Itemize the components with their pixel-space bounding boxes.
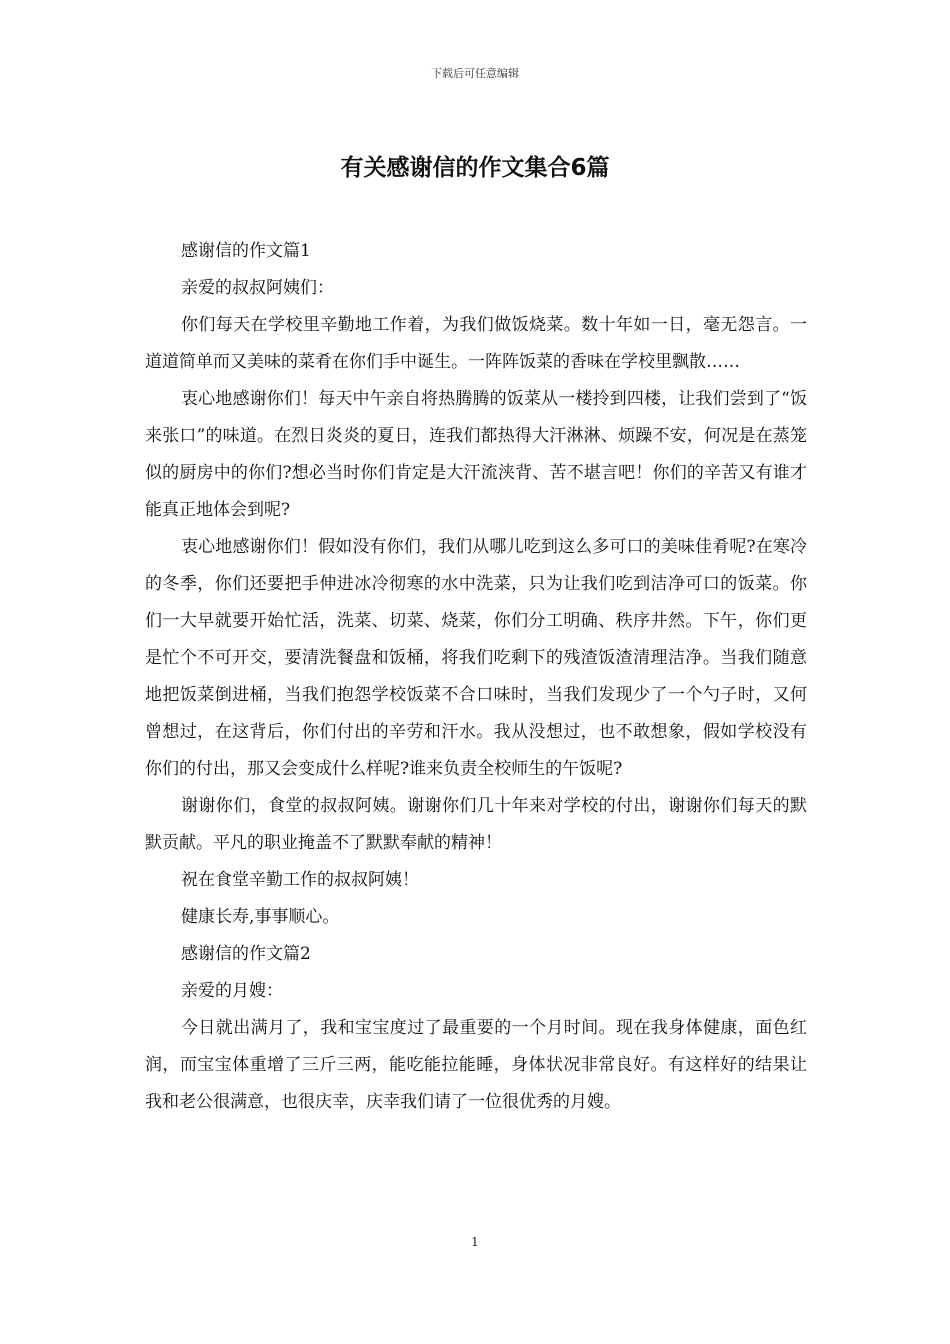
closing-wish: 祝在食堂辛勤工作的叔叔阿姨！ (181, 870, 419, 890)
body-paragraph: 衷心地感谢你们！每天中午亲自将热腾腾的饭菜从一楼拎到四楼，让我们尝到了“饭来张口”的味道。在烈日炎炎的夏日，连我们都热得大汗淋淋、烦躁不安，何况是在蒸笼似的厨房中的你们?想必当时你们肯定是大汗流浃背、苦不堪言吧！你们的辛苦又有谁才能真正地体会到呢? (145, 389, 807, 520)
page-number: 1 (471, 1235, 479, 1249)
closing-wish: 健康长寿,事事顺心。 (181, 907, 340, 927)
document-title: 有关感谢信的作文集合6篇 (340, 155, 610, 181)
salutation: 亲爱的月嫂： (181, 981, 283, 1001)
salutation: 亲爱的叔叔阿姨们： (181, 278, 334, 298)
section-heading: 感谢信的作文篇2 (181, 944, 311, 964)
body-paragraph: 你们每天在学校里辛勤地工作着，为我们做饭烧菜。数十年如一日，毫无怨言。一道道简单而又美味的菜肴在你们手中诞生。一阵阵饭菜的香味在学校里飘散…… (145, 315, 807, 372)
body-paragraph: 衷心地感谢你们！假如没有你们，我们从哪儿吃到这么多可口的美味佳肴呢?在寒冷的冬季，你们还要把手伸进冰冷彻寒的水中洗菜，只为让我们吃到洁净可口的饭菜。你们一大早就要开始忙活，洗菜、切菜、烧菜，你们分工明确、秩序井然。下午，你们更是忙个不可开交，要清洗餐盘和饭桶，将我们吃剩下的残渣饭渣清理洁净。当我们随意地把饭菜倒进桶，当我们抱怨学校饭菜不合口味时，当我们发现少了一个勺子时，又何曾想过，在这背后，你们付出的辛劳和汗水。我从没想过，也不敢想象，假如学校没有你们的付出，那又会变成什么样呢?谁来负责全校师生的午饭呢? (145, 537, 807, 779)
body-paragraph: 谢谢你们，食堂的叔叔阿姨。谢谢你们几十年来对学校的付出，谢谢你们每天的默默贡献。平凡的职业掩盖不了默默奉献的精神！ (145, 796, 807, 853)
document-body (145, 233, 807, 1121)
body-paragraph: 今日就出满月了，我和宝宝度过了最重要的一个月时间。现在我身体健康，面色红润，而宝宝体重增了三斤三两，能吃能拉能睡，身体状况非常良好。有这样好的结果让我和老公很满意，也很庆幸，庆幸我们请了一位很优秀的月嫂。 (145, 1018, 807, 1112)
page-header-note: 下载后可任意编辑 (431, 67, 519, 80)
section-heading: 感谢信的作文篇1 (181, 241, 311, 261)
